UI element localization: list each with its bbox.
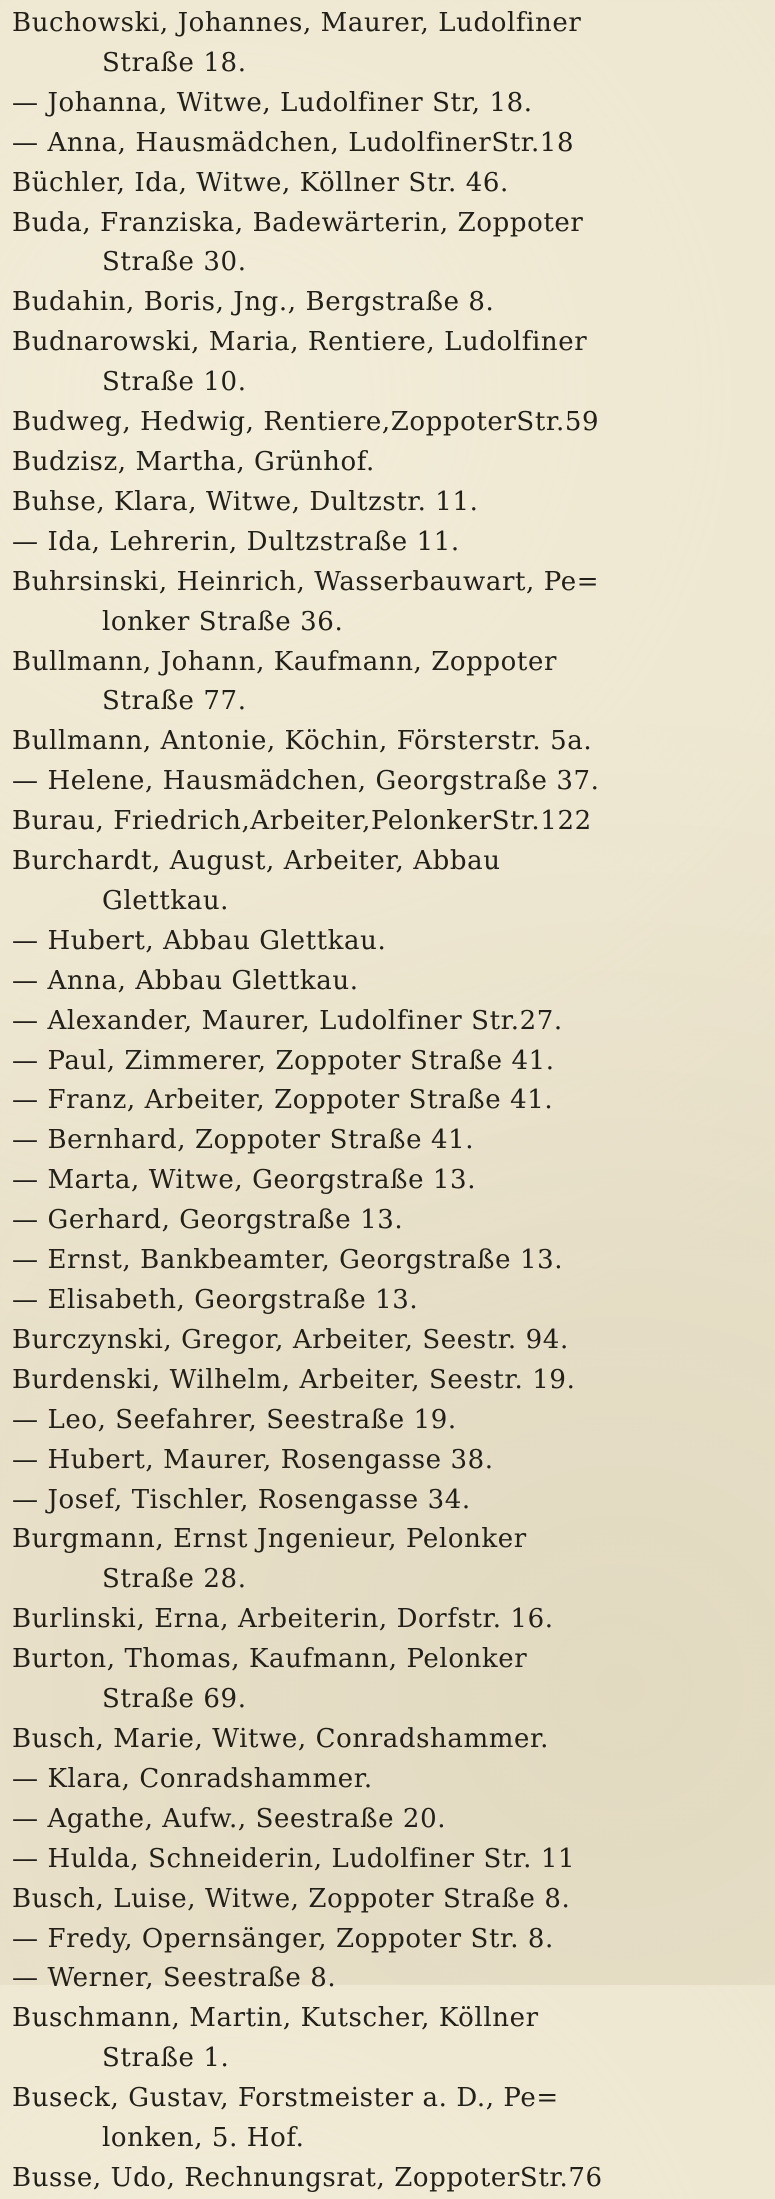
directory-entry (12, 1161, 761, 1201)
directory-entry (12, 563, 761, 643)
entry-text: — Josef, Tischler, Rosengasse 34. (12, 1484, 471, 1515)
entry-text: Budzisz, Martha, Grünhof. (12, 446, 375, 477)
directory-entry (12, 842, 761, 922)
directory-entry (12, 2159, 761, 2199)
directory-entry (12, 1121, 761, 1161)
entry-text: — Elisabeth, Georgstraße 13. (12, 1285, 419, 1315)
entry-text: Buda, Franziska, Badewärterin, Zoppoter (12, 207, 584, 238)
entry-text: — Hubert, Abbau Glettkau. (12, 925, 387, 956)
entry-continuation: lonker Straße 36. (102, 606, 344, 637)
directory-entry (12, 1042, 761, 1082)
entry-continuation: Straße 77. (102, 686, 247, 717)
directory-entry (12, 204, 761, 284)
entry-text: — Bernhard, Zoppoter Straße 41. (12, 1125, 475, 1156)
entry-text: Budnarowski, Maria, Rentiere, Ludolfiner (12, 327, 588, 358)
entry-text: — Agathe, Aufw., Seestraße 20. (12, 1803, 447, 1834)
directory-entry (12, 1481, 761, 1521)
directory-entry (12, 483, 761, 523)
entry-continuation: lonken, 5. Hof. (102, 2123, 305, 2154)
directory-entry (12, 443, 761, 483)
directory-entry (12, 164, 761, 204)
directory-entry (12, 1081, 761, 1121)
entry-text: Buchowski, Johannes, Maurer, Ludolfiner (12, 8, 582, 38)
entry-continuation: Straße 1. (102, 2043, 230, 2074)
directory-entry (12, 1880, 761, 1920)
entry-text: — Gerhard, Georgstraße 13. (12, 1205, 404, 1236)
directory-entry (12, 1281, 761, 1321)
directory-entry (12, 1401, 761, 1441)
entry-text: Burton, Thomas, Kaufmann, Pelonker (12, 1644, 528, 1675)
entry-text: Buseck, Gustav, Forstmeister a. D., Pe= (12, 2083, 559, 2114)
directory-entry (12, 1201, 761, 1241)
entry-text: — Johanna, Witwe, Ludolfiner Str, 18. (12, 87, 533, 118)
entry-continuation: Straße 18. (102, 47, 247, 78)
directory-entry (12, 802, 761, 842)
directory-entry (12, 1959, 761, 1999)
entry-text: Burau, Friedrich,Arbeiter,PelonkerStr.122 (12, 806, 592, 837)
entry-text: Burgmann, Ernst Jngenieur, Pelonker (12, 1524, 527, 1555)
entry-text: Buhse, Klara, Witwe, Dultzstr. 11. (12, 486, 479, 517)
directory-entry (12, 1361, 761, 1401)
directory-entry (12, 1321, 761, 1361)
entry-text: Busch, Marie, Witwe, Conradshammer. (12, 1723, 550, 1754)
entry-text: — Franz, Arbeiter, Zoppoter Straße 41. (12, 1085, 554, 1116)
entry-continuation: Straße 69. (102, 1684, 247, 1715)
entry-text: Burczynski, Gregor, Arbeiter, Seestr. 94. (12, 1324, 569, 1355)
entry-text: — Ernst, Bankbeamter, Georgstraße 13. (12, 1245, 564, 1276)
entry-text: Bullmann, Antonie, Köchin, Försterstr. 5a. (12, 726, 593, 757)
directory-entry (12, 1720, 761, 1760)
directory-entry (12, 4, 761, 84)
entry-text: Burlinski, Erna, Arbeiterin, Dorfstr. 16. (12, 1604, 554, 1635)
directory-entry (12, 323, 761, 403)
entry-text: — Leo, Seefahrer, Seestraße 19. (12, 1404, 457, 1435)
directory-entry (12, 1002, 761, 1042)
entry-text: Budweg, Hedwig, Rentiere,ZoppoterStr.59 (12, 407, 600, 438)
entry-text: — Anna, Hausmädchen, LudolfinerStr.18 (12, 127, 575, 158)
entry-text: Buhrsinski, Heinrich, Wasserbauwart, Pe= (12, 566, 600, 597)
entry-continuation: Straße 10. (102, 367, 247, 398)
entry-text: — Fredy, Opernsänger, Zoppoter Str. 8. (12, 1923, 554, 1954)
entry-continuation: Glettkau. (102, 885, 230, 916)
directory-entry (12, 2079, 761, 2159)
entry-text: Burchardt, August, Arbeiter, Abbau (12, 846, 501, 877)
directory-entry (12, 1441, 761, 1481)
directory-entry (12, 1520, 761, 1600)
directory-entry (12, 762, 761, 802)
entry-text: — Werner, Seestraße 8. (12, 1963, 337, 1994)
directory-entry (12, 124, 761, 164)
directory-entry (12, 1999, 761, 2079)
directory-entry (12, 643, 761, 723)
entry-text: — Paul, Zimmerer, Zoppoter Straße 41. (12, 1045, 555, 1076)
entry-text: — Helene, Hausmädchen, Georgstraße 37. (12, 766, 600, 797)
directory-entry (12, 1640, 761, 1720)
entry-text: — Marta, Witwe, Georgstraße 13. (12, 1165, 477, 1196)
directory-entry (12, 722, 761, 762)
directory-entry (12, 523, 761, 563)
entry-text: — Hubert, Maurer, Rosengasse 38. (12, 1444, 494, 1475)
entry-text: Busch, Luise, Witwe, Zoppoter Straße 8. (12, 1883, 571, 1914)
entry-text: — Anna, Abbau Glettkau. (12, 965, 359, 996)
directory-entry (12, 283, 761, 323)
entry-text: Budahin, Boris, Jng., Bergstraße 8. (12, 287, 495, 318)
entry-text: Busse, Udo, Rechnungsrat, ZoppoterStr.76 (12, 2162, 603, 2193)
directory-entry (12, 922, 761, 962)
directory-entry (12, 403, 761, 443)
directory-entry (12, 1840, 761, 1880)
entry-text: — Ida, Lehrerin, Dultzstraße 11. (12, 526, 460, 557)
entry-text: Büchler, Ida, Witwe, Köllner Str. 46. (12, 167, 509, 198)
directory-entry (12, 1600, 761, 1640)
entry-text: Buschmann, Martin, Kutscher, Köllner (12, 2003, 539, 2034)
directory-entry (12, 1241, 761, 1281)
entry-text: Burdenski, Wilhelm, Arbeiter, Seestr. 19. (12, 1364, 576, 1395)
directory-entry (12, 1920, 761, 1960)
entry-text: — Alexander, Maurer, Ludolfiner Str.27. (12, 1005, 563, 1036)
entry-continuation: Straße 30. (102, 247, 247, 278)
entry-text: Bullmann, Johann, Kaufmann, Zoppoter (12, 646, 557, 677)
directory-entry (12, 962, 761, 1002)
entry-text: — Klara, Conradshammer. (12, 1763, 373, 1794)
entry-continuation: Straße 28. (102, 1564, 247, 1595)
directory-entry (12, 1800, 761, 1840)
directory-entry (12, 1760, 761, 1800)
directory-entry (12, 84, 761, 124)
entry-text: — Hulda, Schneiderin, Ludolfiner Str. 11 (12, 1843, 576, 1874)
